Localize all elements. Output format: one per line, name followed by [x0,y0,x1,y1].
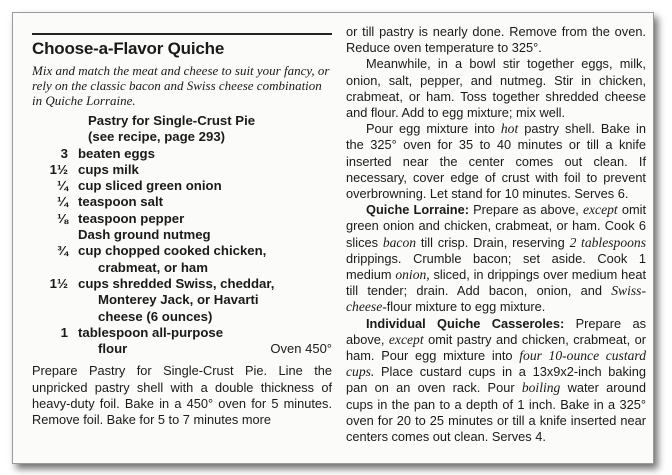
ingredient-row [32,178,332,194]
ingredient-qty: ¾ [57,243,68,259]
ingredient-row [32,325,332,341]
ingredient-text: cup sliced green onion [78,178,222,194]
ingredient-row [32,276,332,292]
ingredient-qty: 1 [60,324,68,340]
ingredient-qty: 1½ [49,275,68,291]
ingredient-text: Dash ground nutmeg [78,227,211,243]
ingredient-qty: 3 [60,145,68,161]
ingredient-row [32,243,332,259]
variation-quiche-lorraine: Quiche Lorraine: Prepare as above, except omit green onion and chicken, crabmeat, or ham. Cook 6 slices bacon till crisp. Drain, reserving 2 tablespoons drippings. Crumble bacon; set aside. Cook 1 medium onion, sliced, in drippings over medium heat till tender; drain. Add bacon, onion, and Swiss-cheese-flour mixture to egg mixture. [346,202,647,315]
recipe-title: Choose-a-Flavor Quiche [32,33,332,59]
ingredient-continuation: Monterey Jack, or Havarti [98,292,259,308]
recipe-card [12,12,654,464]
ingredient-continuation: crabmeat, or ham [98,259,208,275]
ingredient-continuation: flour [98,341,128,357]
ingredient-text: tablespoon all-purpose [78,324,224,340]
ingredient-qty: ¼ [57,178,68,194]
ingredient-qty: ⅛ [57,210,68,226]
directions-start: Prepare Pastry for Single-Crust Pie. Line the unpricked pastry shell with a double thickness of heavy-duty foil. Bake in a 450° oven for 5 minutes. Remove foil. Bake for 5 to 7 minutes more [32,363,332,428]
pastry-reference: (see recipe, page 293) [88,129,226,145]
ingredient-list [32,113,332,357]
right-column [346,24,646,445]
ingredient-text: beaten eggs [78,145,155,161]
ingredient-text: cups shredded Swiss, cheddar, [78,275,275,291]
pastry-line: Pastry for Single-Crust Pie [88,113,256,128]
ingredient-row [32,162,332,178]
ingredient-text: teaspoon salt [78,194,164,210]
left-column [32,33,332,428]
variation-heading: Individual Quiche Casseroles: [366,315,565,331]
variation-individual-casseroles: Individual Quiche Casseroles: Prepare as above, except omit pastry and chicken, crabmeat, or ham. Pour egg mixture into four 10-ounce custard cups. Place custard cups in a 13x9x2-inch baking pan on an oven rack. Pour boiling water around cups in the pan to a depth of 1 inch. Bake in a 325° oven for 20 to 25 minutes or till a knife inserted near centers comes out clean. Serves 4. [346,315,647,445]
ingredient-qty: ¼ [57,194,68,210]
oven-temperature: Oven 450° [270,341,332,357]
ingredient-text: cup chopped cooked chicken, [78,243,267,259]
directions-bake: Pour egg mixture into hot pastry shell. Bake in the 325° oven for 35 to 40 minutes or till a knife inserted near the center comes out clean. If necessary, cover edge of crust with foil to prevent overbrowning. Let stand for 10 minutes. Serves 6. [346,121,646,202]
ingredient-qty: 1½ [49,161,68,177]
recipe-intro: Mix and match the meat and cheese to suit your fancy, or rely on the classic bacon and Swiss cheese combination in Quiche Lorraine. [32,63,330,108]
directions-continued: or till pastry is nearly done. Remove from the oven. Reduce oven temperature to 325°. [346,24,646,56]
ingredient-text: cups milk [78,161,139,177]
ingredient-row [32,211,332,227]
ingredient-row [32,146,332,162]
ingredient-text: teaspoon pepper [78,210,185,226]
variation-heading: Quiche Lorraine: [366,202,469,218]
directions-mix: Meanwhile, in a bowl stir together eggs, milk, onion, salt, pepper, and nutmeg. Stir in chicken, crabmeat, or ham. Toss together shredded cheese and flour. Add to egg mixture; mix well. [346,56,646,121]
ingredient-row [32,194,332,210]
ingredient-row [32,341,332,357]
ingredient-continuation: cheese (6 ounces) [98,308,213,324]
ingredient-row [32,227,332,243]
ingredient-qty [32,227,68,243]
